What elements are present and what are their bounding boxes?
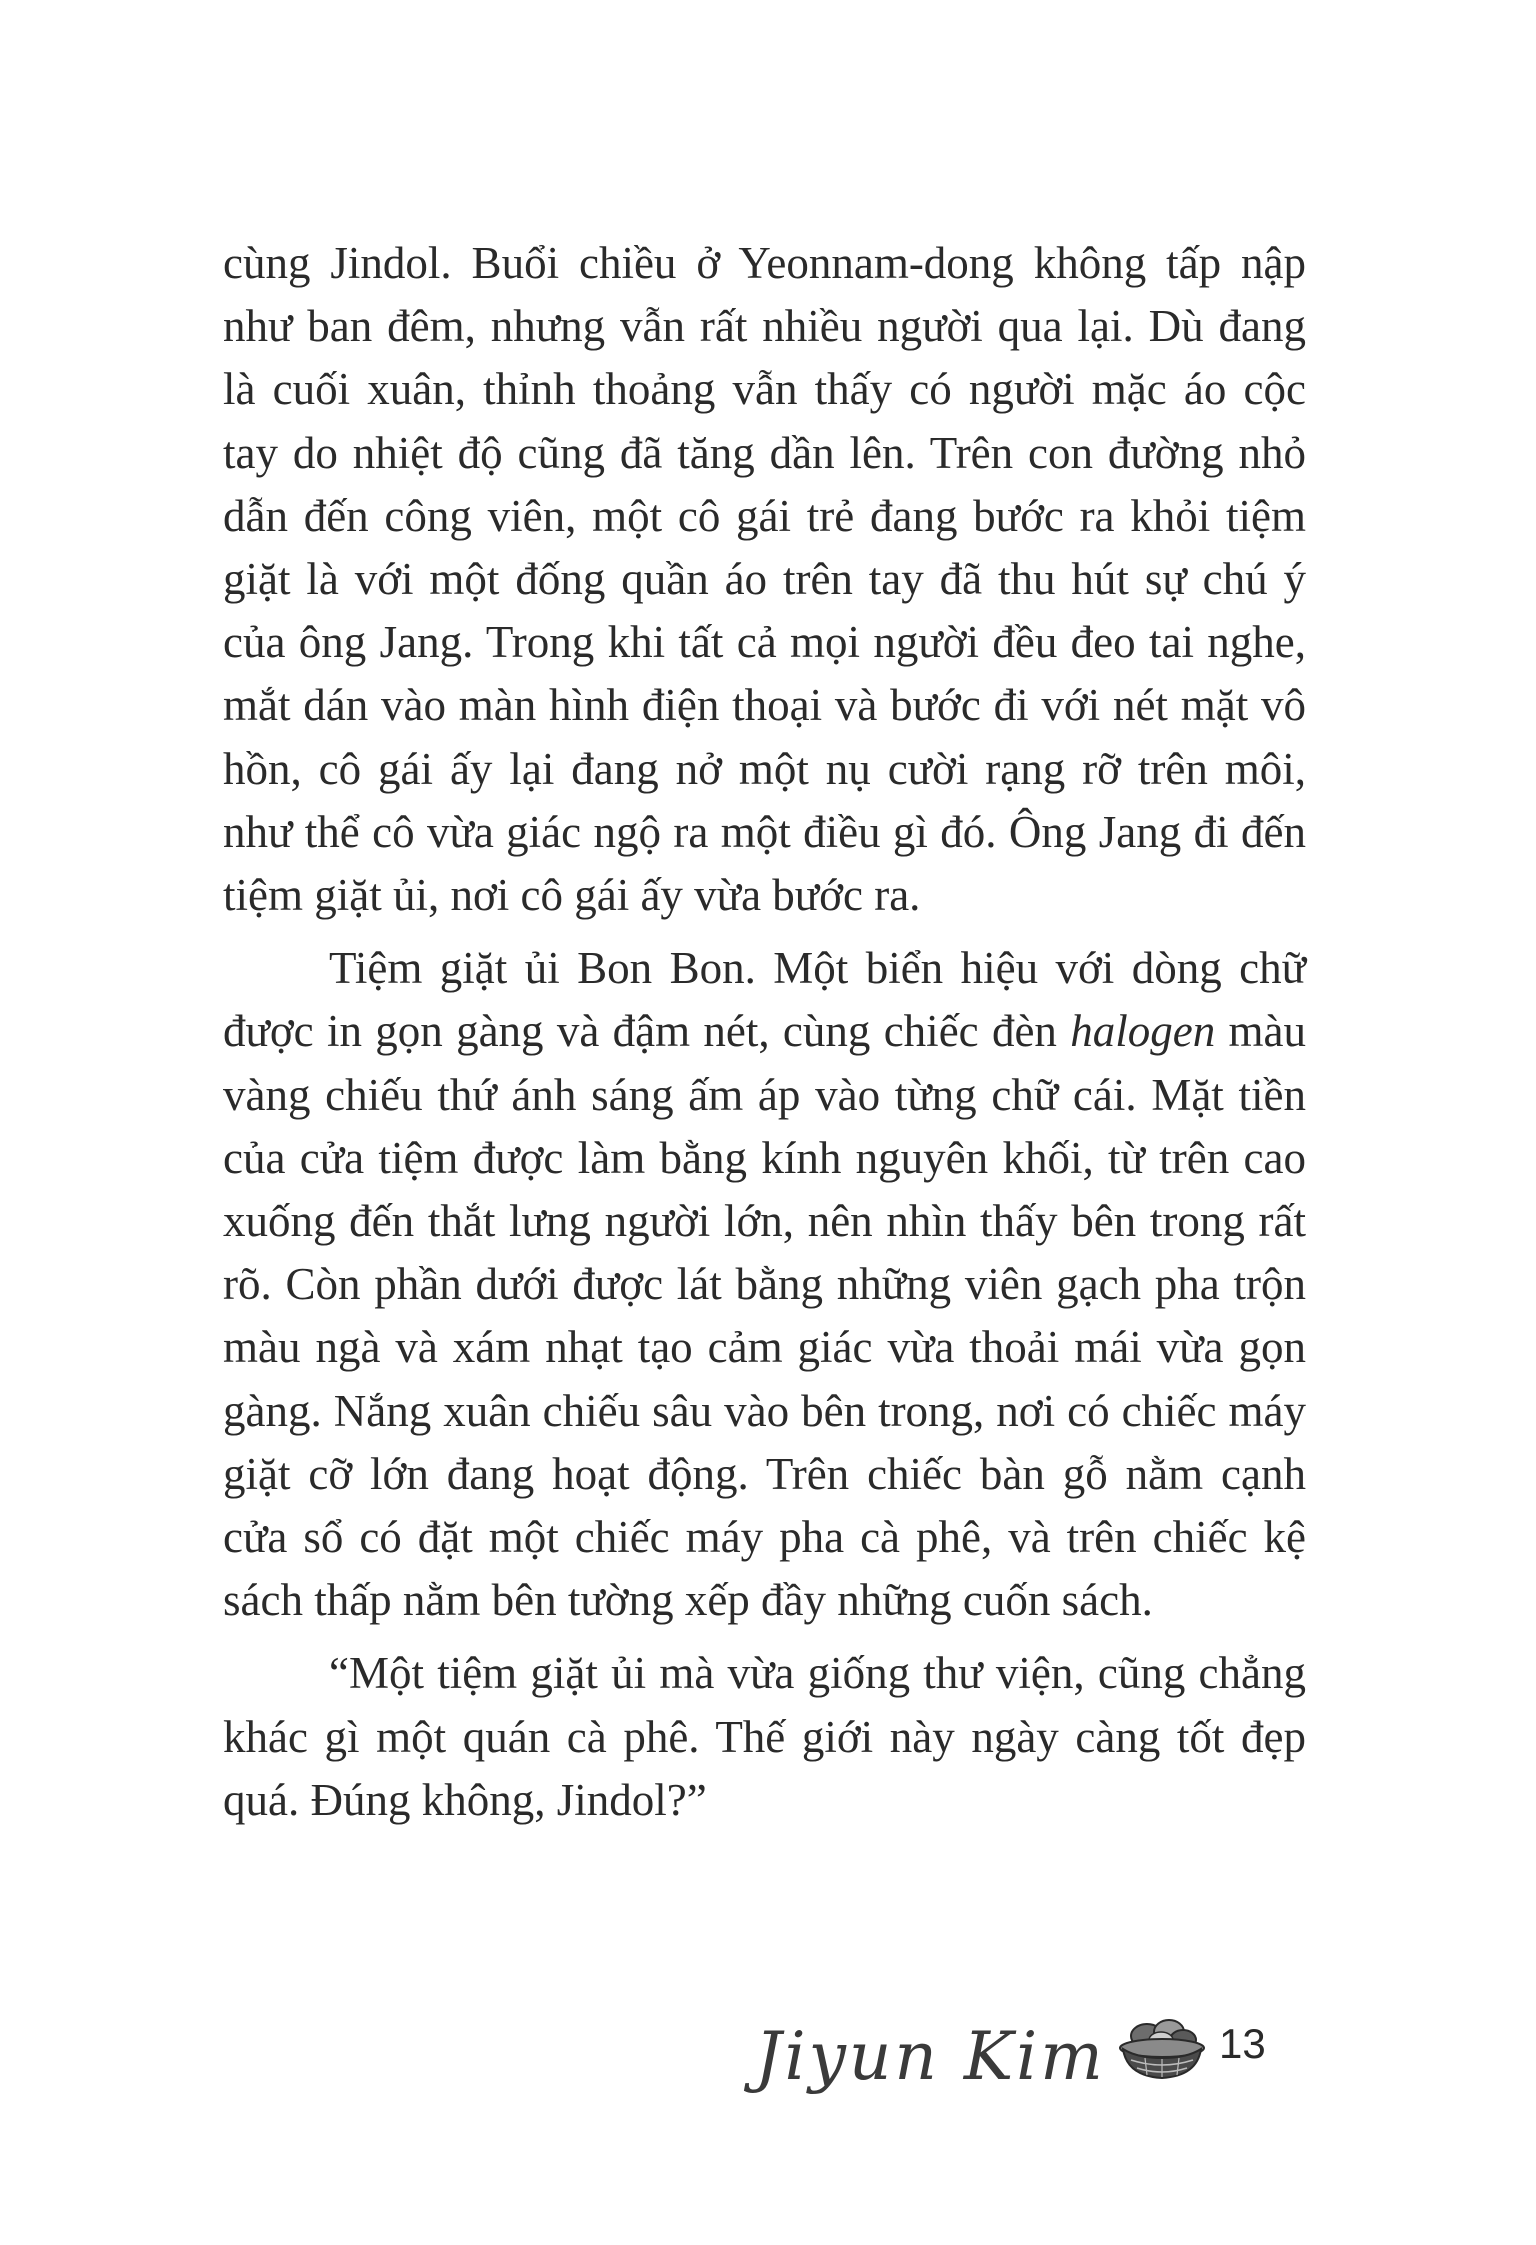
paragraph-2 xyxy=(223,937,1306,1632)
page-footer xyxy=(755,2000,1315,2150)
author-signature: Jiyun Kim xyxy=(755,2018,1106,2095)
paragraph-2-end: màu vàng chiếu thứ ánh sáng ấm áp vào từng chữ cái. Mặt tiền của cửa tiệm được làm bằng kính nguyên khối, từ trên cao xuống đến thắt lưng người lớn, nên nhìn thấy bên trong rất rõ. Còn phần dưới được lát bằng những viên gạch pha trộn màu ngà và xám nhạt tạo cảm giác vừa thoải mái vừa gọn gàng. Nắng xuân chiếu sâu vào bên trong, nơi có chiếc máy giặt cỡ lớn đang hoạt động. Trên chiếc bàn gỗ nằm cạnh cửa sổ có đặt một chiếc máy pha cà phê, và trên chiếc kệ sách thấp nằm bên tường xếp đầy những cuốn sách. xyxy=(223,1006,1306,1626)
laundry-basket-icon xyxy=(1117,2016,1207,2080)
italic-word-halogen: halogen xyxy=(1070,1006,1216,1057)
paragraph-3-dialogue: “Một tiệm giặt ủi mà vừa giống thư viện, cũng chẳng khác gì một quán cà phê. Thế giới này ngày càng tốt đẹp quá. Đúng không, Jindol?” xyxy=(223,1648,1306,1825)
body-text xyxy=(223,232,1306,1842)
page-number: 13 xyxy=(1219,2020,1266,2067)
paragraph-1: cùng Jindol. Buổi chiều ở Yeonnam-dong không tấp nập như ban đêm, nhưng vẫn rất nhiều người qua lại. Dù đang là cuối xuân, thỉnh thoảng vẫn thấy có người mặc áo cộc tay do nhiệt độ cũng đã tăng dần lên. Trên con đường nhỏ dẫn đến công viên, một cô gái trẻ đang bước ra khỏi tiệm giặt là với một đống quần áo trên tay đã thu hút sự chú ý của ông Jang. Trong khi tất cả mọi người đều đeo tai nghe, mắt dán vào màn hình điện thoại và bước đi với nét mặt vô hồn, cô gái ấy lại đang nở một nụ cười rạng rỡ trên môi, như thể cô vừa giác ngộ ra một điều gì đó. Ông Jang đi đến tiệm giặt ủi, nơi cô gái ấy vừa bước ra. xyxy=(223,238,1306,921)
paragraph-2-start: Tiệm giặt ủi Bon Bon. Một biển hiệu với dòng chữ được in gọn gàng và đậm nét, cùng chiếc đèn xyxy=(223,943,1306,1057)
